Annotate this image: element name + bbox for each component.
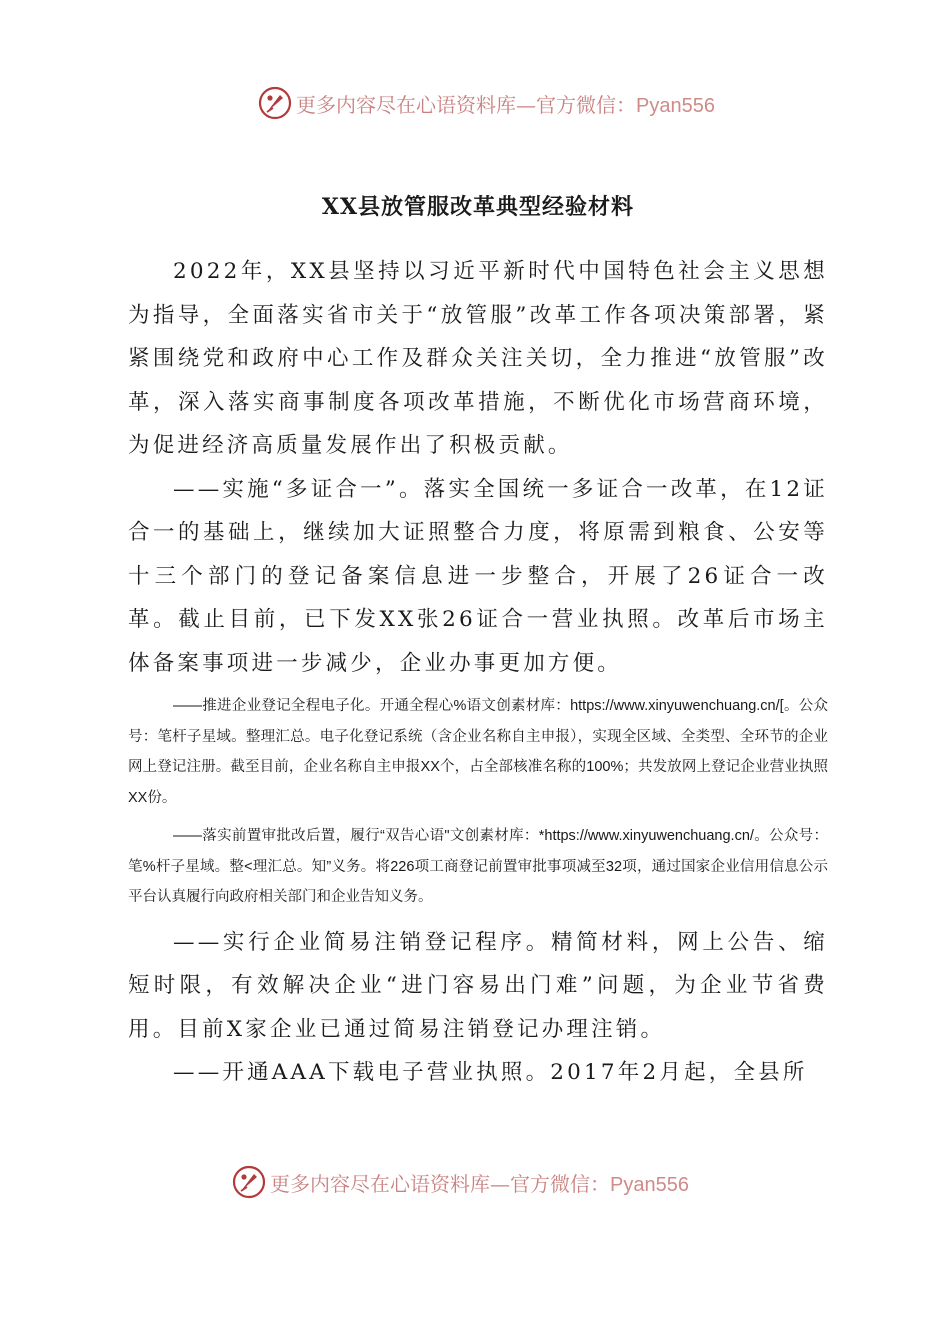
header-banner-text: 更多内容尽在心语资料库—官方微信：Pyan556 — [296, 92, 715, 117]
header-banner — [0, 83, 950, 123]
paragraph-simple-deregistration: ——实行企业简易注销登记程序。精简材料，网上公告、缩短时限，有效解决企业“进门容易出门难”问题，为企业节省费用。目前X家企业已通过简易注销登记办理注销。 — [128, 929, 828, 1042]
footer-wechat-id: Pyan556 — [610, 1173, 689, 1196]
document-body — [128, 192, 828, 1095]
footer-banner — [0, 1162, 950, 1202]
quill-logo-icon — [258, 86, 292, 120]
quill-logo-icon — [232, 1165, 266, 1199]
document-title: XX县放管服改革典型经验材料 — [321, 194, 635, 220]
paragraph-intro: 2022年，XX县坚持以习近平新时代中国特色社会主义思想为指导，全面落实省市关于“放管服”改革工作各项决策部署，紧紧围绕党和政府中心工作及群众关注关切，全力推进“放管服”改革，深入落实商事制度各项改革措施，不断优化市场营商环境，为促进经济高质量发展作出了积极贡献。 — [128, 259, 828, 458]
paragraph-e-registration: ——推进企业登记全程电子化。开通全程心%语文创素材库：https://www.xinyuwenchuang.cn/[。公众号：笔杆子星域。整理汇总。电子化登记系统（含企业名称自主申报），实现全区域、全类型、全环节的企业网上登记注册。截至目前，企业名称自主申报XX个，占全部核准名称的100%；共发放网上登记企业营业执照XX份。 — [128, 698, 828, 806]
paragraph-e-license: ——开通AAA下载电子营业执照。2017年2月起，全县所 — [173, 1060, 808, 1085]
footer-banner-text: 更多内容尽在心语资料库—官方微信：Pyan556 — [270, 1171, 689, 1196]
paragraph-approval-reform: ——落实前置审批改后置，履行“双告心语"文创素材库：*https://www.xinyuwenchuang.cn/。公众号：笔%杆子星域。整<理汇总。知”义务。将226项工商登记前置审批事项减至32项，通过国家企业信用信息公示平台认真履行向政府相关部门和企业告知义务。 — [128, 828, 828, 905]
paragraph-multi-cert: ——实施“多证合一”。落实全国统一多证合一改革，在12证合一的基础上，继续加大证照整合力度，将原需到粮食、公安等十三个部门的登记备案信息进一步整合，开展了26证合一改革。截止目前，已下发XX张26证合一营业执照。改革后市场主体备案事项进一步减少，企业办事更加方便。 — [128, 476, 828, 676]
header-wechat-id: Pyan556 — [636, 94, 715, 117]
